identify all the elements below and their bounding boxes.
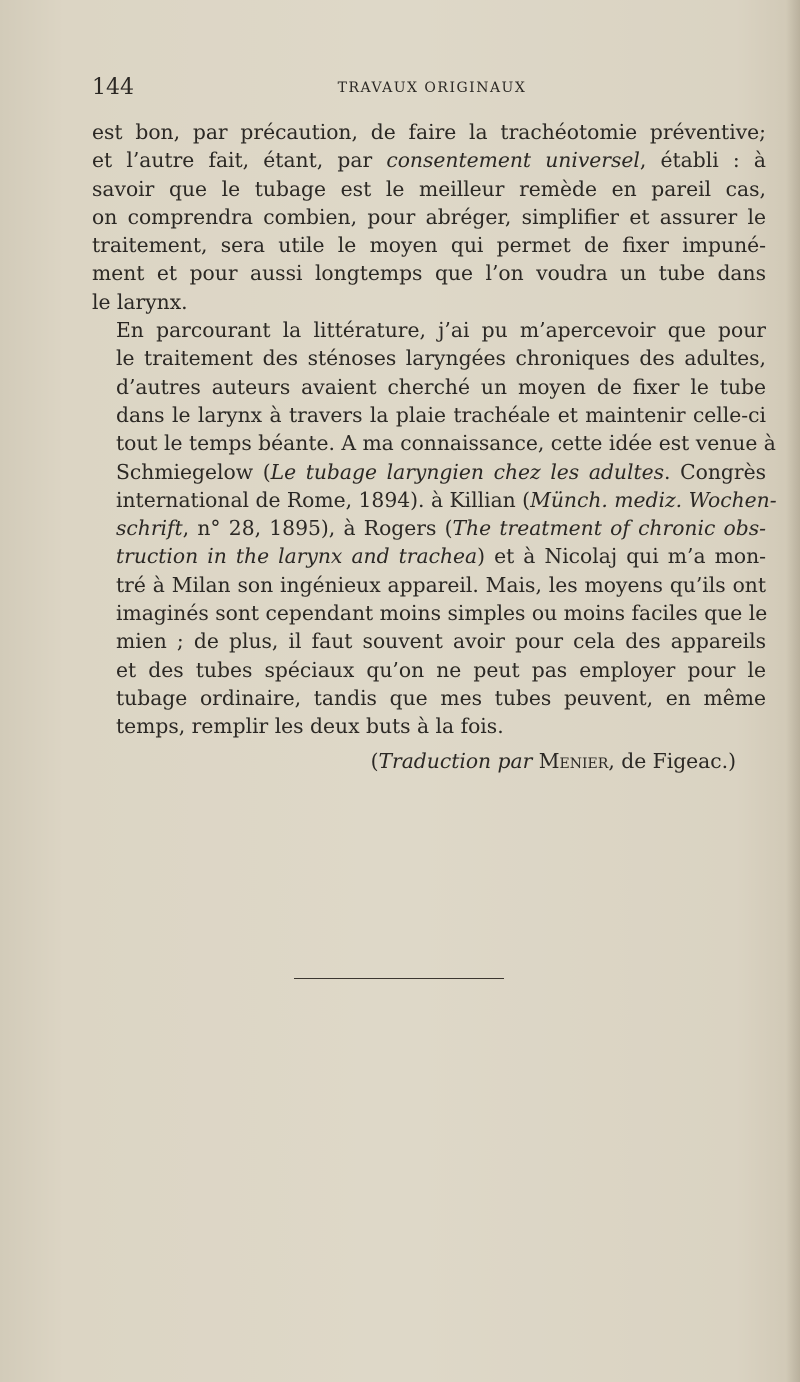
section-rule: [294, 978, 504, 979]
text-line: mien ; de plus, il faut souvent avoir pour cela des appareils: [116, 629, 766, 654]
text-line: tré à Milan son ingénieux appareil. Mais, les moyens qu’ils ont: [116, 572, 766, 597]
italic-title: Münch. mediz. Wochen-: [530, 487, 777, 512]
text-line: truction in the larynx and trachea) et à Nicolaj qui m’a mon-: [116, 544, 766, 569]
translator-name: Menier: [538, 748, 609, 773]
text-line: imaginés sont cependant moins simples ou moins faciles que le: [116, 601, 768, 626]
text-line: est bon, par précaution, de faire la trachéotomie préventive;: [92, 120, 766, 144]
text-line: et l’autre fait, étant, par consentement universel, établi : à: [92, 148, 766, 173]
text-line: tubage ordinaire, tandis que mes tubes peuvent, en même: [116, 685, 766, 710]
italic-title: truction in the larynx and trachea: [116, 544, 478, 569]
text-line: le larynx.: [92, 289, 188, 314]
paragraph-1: [92, 118, 766, 316]
text-line: Schmiegelow (Le tubage laryngien chez les adultes. Congrès: [116, 459, 766, 484]
italic-title: Le tubage laryngien chez les adultes: [270, 459, 665, 484]
running-head: [92, 74, 772, 106]
text-line: savoir que le tubage est le meilleur remède en pareil cas,: [92, 176, 766, 201]
text-line: et des tubes spéciaux qu’on ne peut pas employer pour le: [116, 657, 766, 682]
text-line: temps, remplir les deux buts à la fois.: [116, 714, 504, 739]
body-text: [92, 118, 777, 775]
text-line: En parcourant la littérature, j’ai pu m’apercevoir que pour: [116, 318, 766, 343]
page-number: 144: [92, 75, 134, 100]
text-line: tout le temps béante. A ma connaissance, cette idée est venue à: [116, 431, 776, 456]
paragraph-2: [92, 316, 777, 740]
text-line: le traitement des sténoses laryngées chroniques des adultes,: [116, 346, 766, 371]
text-line: d’autres auteurs avaient cherché un moyen de fixer le tube: [116, 374, 766, 399]
text-line: dans le larynx à travers la plaie trachéale et maintenir celle-ci: [116, 402, 766, 427]
text-line: schrift, n° 28, 1895), à Rogers (The treatment of chronic obs-: [116, 516, 766, 541]
text-line: international de Rome, 1894). à Killian (Münch. mediz. Wochen-: [116, 487, 777, 512]
credit-label: Traduction par: [378, 748, 533, 773]
translation-credit: (Traduction par Menier, de Figeac.): [370, 748, 736, 773]
text-line: ment et pour aussi longtemps que l’on voudra un tube dans: [92, 261, 766, 286]
italic-title: schrift: [116, 516, 183, 541]
text-line: traitement, sera utile le moyen qui permet de fixer impuné-: [92, 233, 766, 258]
text-line: on comprendra combien, pour abréger, simplifier et assurer le: [92, 204, 766, 229]
running-title: TRAVAUX ORIGINAUX: [337, 80, 527, 96]
italic-phrase: consentement universel: [386, 148, 640, 173]
italic-title: The treatment of chronic obs-: [452, 516, 766, 541]
